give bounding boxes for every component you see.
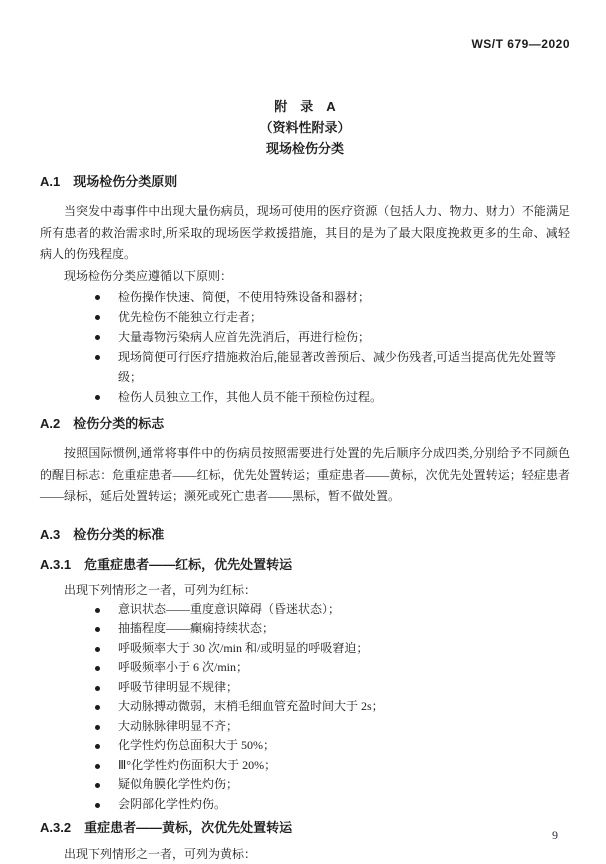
bullet-item: Ⅲ°化学性灼伤面积大于 20%； bbox=[118, 756, 570, 776]
page-content bbox=[40, 96, 570, 864]
bullet-item: 抽搐程度——癫痫持续状态； bbox=[118, 619, 570, 639]
section-a32-heading: A.3.2 重症患者——黄标，次优先处置转运 bbox=[40, 820, 293, 835]
bullet-item: 现场简便可行医疗措施救治后,能显著改善预后、减少伤残者,可适当提高优先处置等级； bbox=[118, 347, 570, 387]
bullet-item: 检伤操作快速、简便，不使用特殊设备和器材； bbox=[118, 287, 570, 307]
bullet-item: 呼吸节律明显不规律； bbox=[118, 678, 570, 698]
section-a1-bullet-list bbox=[40, 287, 570, 407]
section-a32-lead: 出现下列情形之一者，可列为黄标： bbox=[64, 847, 257, 861]
bullet-item: 检伤人员独立工作，其他人员不能干预检伤过程。 bbox=[118, 387, 570, 407]
section-a3-heading: A.3 检伤分类的标准 bbox=[40, 526, 165, 542]
appendix-title-block bbox=[40, 96, 570, 159]
bullet-item: 会阴部化学性灼伤。 bbox=[118, 795, 570, 815]
bullet-item: 优先检伤不能独立行走者； bbox=[118, 307, 570, 327]
bullet-item: 意识状态——重度意识障碍（昏迷状态）； bbox=[118, 600, 570, 620]
bullet-item: 呼吸频率小于 6 次/min； bbox=[118, 658, 570, 678]
bullet-item: 化学性灼伤总面积大于 50%； bbox=[118, 736, 570, 756]
bullet-item: 疑似角膜化学性灼伤； bbox=[118, 775, 570, 795]
bullet-item: 大动脉脉律明显不齐； bbox=[118, 717, 570, 737]
bullet-item: 大动脉搏动微弱，末梢毛细血管充盈时间大于 2s； bbox=[118, 697, 570, 717]
appendix-title-line3: 现场检伤分类 bbox=[265, 141, 344, 156]
section-a31-lead: 出现下列情形之一者，可列为红标： bbox=[64, 582, 257, 597]
doc-code: WS/T 679—2020 bbox=[471, 37, 570, 51]
section-a2-heading: A.2 检伤分类的标志 bbox=[40, 416, 165, 431]
section-a2-paragraph: 按照国际惯例,通常将事件中的伤病员按照需要进行处置的先后顺序分成四类,分别给予不同颜色的醒目标志：危重症患者——红标，优先处置转运；重症患者——黄标，次优先处置转运；轻症患者——绿标，延后处置转运；濒死或死亡患者——黑标，暂不做处置。 bbox=[40, 446, 570, 503]
section-a1-heading: A.1 现场检伤分类原则 bbox=[40, 174, 178, 189]
appendix-title-line1: 附 录 A bbox=[274, 99, 336, 114]
section-a1-paragraph: 当突发中毒事件中出现大量伤病员，现场可使用的医疗资源（包括人力、物力、财力）不能满足所有患者的救治需求时,所采取的现场医学救援措施，其目的是为了最大限度挽救更多的生命、减轻病人的伤残程度。 bbox=[40, 204, 570, 261]
bullet-item: 大量毒物污染病人应首先洗消后，再进行检伤； bbox=[118, 327, 570, 347]
appendix-title-line2: （资料性附录） bbox=[259, 120, 351, 135]
section-a1-rules-lead: 现场检伤分类应遵循以下原则： bbox=[64, 268, 233, 283]
section-a31-heading: A.3.1 危重症患者——红标，优先处置转运 bbox=[40, 556, 293, 572]
section-a31-bullet-list bbox=[40, 600, 570, 815]
page-number: 9 bbox=[552, 828, 558, 842]
bullet-item: 呼吸频率大于 30 次/min 和/或明显的呼吸窘迫； bbox=[118, 639, 570, 659]
